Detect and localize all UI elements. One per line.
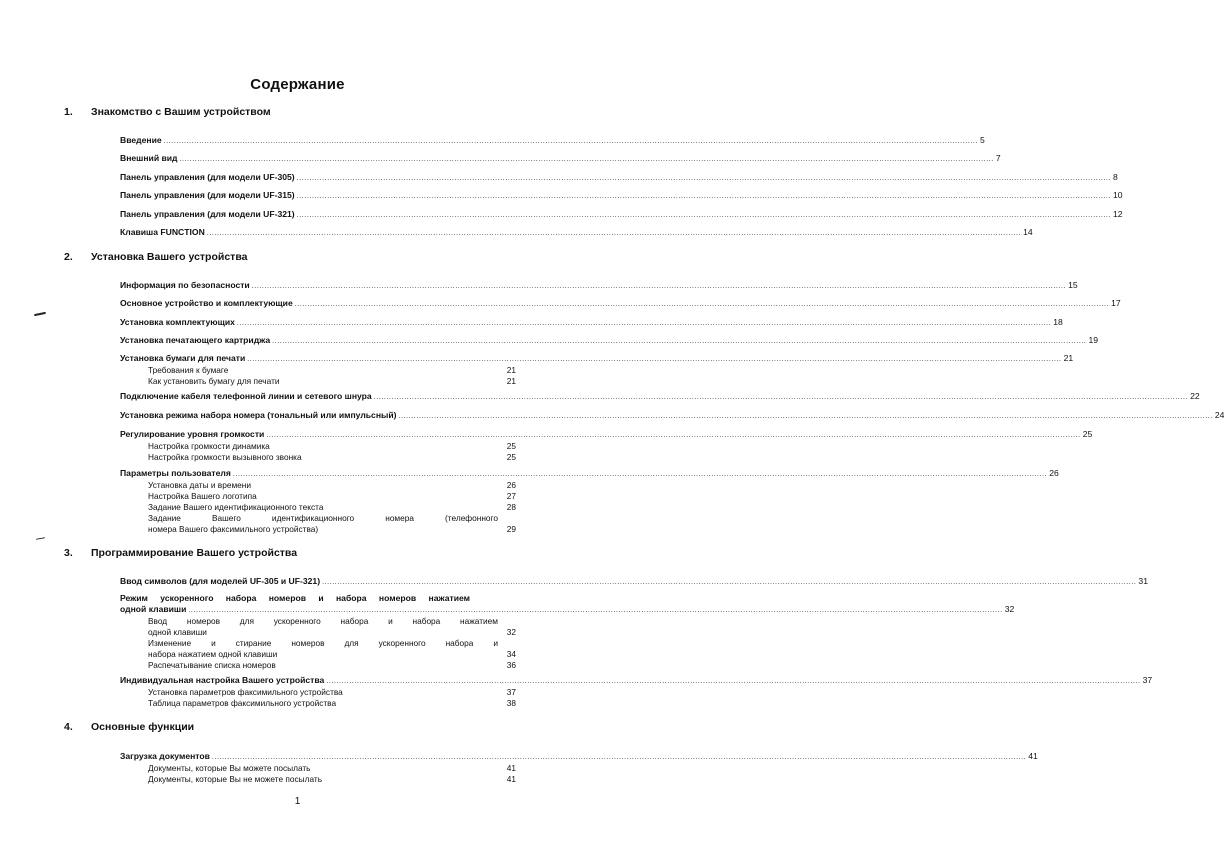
leader-dots: ................................................................................................................................................................................................................................................................................................................................ <box>211 754 1027 761</box>
scan-mark <box>34 312 46 316</box>
toc-subentry-page: 32 <box>506 627 516 637</box>
toc-subentry <box>148 376 516 386</box>
toc-entry-page: 14 <box>1023 227 1033 237</box>
toc-subentry-text: Задание Вашего идентификационного текста <box>148 502 324 512</box>
toc-subentry-page: 36 <box>506 660 516 670</box>
toc-entry-page: 12 <box>1113 209 1123 219</box>
toc-subentry-page: 34 <box>506 649 516 659</box>
toc-entry <box>120 468 1059 479</box>
leader-dots: ................................................................................................................................................................................................................................................................................................................................ <box>163 138 978 145</box>
leader-dots: ................................................................................................................................................................................................................................................................................................................................ <box>232 471 1048 478</box>
toc-subentry <box>148 774 516 784</box>
toc-entry-text: Клавиша FUNCTION <box>120 227 205 237</box>
toc-subentry-text: одной клавиши <box>148 627 207 637</box>
toc-subentry-page: 25 <box>506 441 516 451</box>
toc-entry <box>120 298 1121 309</box>
toc-entry-text: Информация по безопасности <box>120 280 250 290</box>
toc-entry-page: 17 <box>1111 298 1121 308</box>
toc-subentry-page: 26 <box>506 480 516 490</box>
toc-subentry-page: 21 <box>506 376 516 386</box>
toc-subentry-page: 27 <box>506 491 516 501</box>
toc-entry-page: 18 <box>1053 317 1063 327</box>
toc-entry-text: Параметры пользователя <box>120 468 231 478</box>
toc-subentry-text: Установка параметров факсимильного устройства <box>148 687 343 697</box>
toc-entry-text: Подключение кабеля телефонной линии и сетевого шнура <box>120 391 372 401</box>
leader-dots: ................................................................................................................................................................................................................................................................................................................................ <box>251 283 1067 290</box>
toc-entry <box>120 153 1001 164</box>
leader-dots: ................................................................................................................................................................................................................................................................................................................................ <box>296 212 1112 219</box>
toc-subentry-text: Требования к бумаге <box>148 365 229 375</box>
section-heading-3 <box>0 547 595 563</box>
toc-entry-text: Основное устройство и комплектующие <box>120 298 293 308</box>
toc-entry-text: Индивидуальная настройка Вашего устройства <box>120 675 325 685</box>
section-heading-1 <box>0 106 595 122</box>
toc-subentry <box>148 480 516 490</box>
toc-entry-text: Введение <box>120 135 162 145</box>
toc-entry-page: 25 <box>1082 429 1093 439</box>
section-title: Знакомство с Вашим устройством <box>91 106 271 118</box>
toc-entry <box>120 410 1224 421</box>
toc-entry-page: 5 <box>980 135 985 145</box>
toc-entry <box>120 751 1038 762</box>
toc-entry-text: Установка бумаги для печати <box>120 353 246 363</box>
toc-subentry <box>148 616 516 626</box>
leader-dots: ................................................................................................................................................................................................................................................................................................................................ <box>373 394 1189 401</box>
toc-subentry <box>148 524 516 534</box>
toc-entry <box>120 209 1123 220</box>
toc-entry <box>120 172 1118 183</box>
leader-dots: ................................................................................................................................................................................................................................................................................................................................ <box>294 301 1110 308</box>
section-number: 1. <box>64 106 73 118</box>
toc-entry-text: Установка комплектующих <box>120 317 235 327</box>
section-title: Программирование Вашего устройства <box>91 547 298 559</box>
toc-subentry-page: 25 <box>506 452 516 462</box>
leader-dots: ................................................................................................................................................................................................................................................................................................................................ <box>322 579 1137 586</box>
toc-subentry-text: Распечатывание списка номеров <box>148 660 276 670</box>
toc-subentry-text: Настройка громкости динамика <box>148 441 270 451</box>
toc-subentry <box>148 441 516 451</box>
toc-subentry-text: Задание Вашего идентификационного номера (телефонного <box>148 513 498 523</box>
toc-subentry-text: Таблица параметров факсимильного устройства <box>148 698 337 708</box>
toc-entry <box>120 317 1063 328</box>
toc-entry-text: Панель управления (для модели UF-305) <box>120 172 295 182</box>
leader-dots: ................................................................................................................................................................................................................................................................................................................................ <box>326 678 1141 685</box>
toc-subentry-text: номера Вашего факсимильного устройства) <box>148 524 319 534</box>
section-heading-4 <box>0 721 595 737</box>
leader-dots: ................................................................................................................................................................................................................................................................................................................................ <box>188 607 1003 614</box>
toc-entry-wrapped: Режим ускоренного набора номеров и набора номеров нажатием <box>120 593 470 603</box>
toc-entry-page: 22 <box>1190 391 1200 401</box>
toc-subentry-page: 21 <box>506 365 516 375</box>
toc-subentry <box>148 763 516 773</box>
leader-dots: ................................................................................................................................................................................................................................................................................................................................ <box>296 175 1112 182</box>
toc-subentry <box>148 638 516 648</box>
leader-dots: ................................................................................................................................................................................................................................................................................................................................ <box>272 338 1087 345</box>
toc-entry-text: Установка режима набора номера (тональный или импульсный) <box>120 410 397 420</box>
toc-entry <box>120 429 1093 440</box>
toc-subentry-page: 38 <box>506 698 516 708</box>
leader-dots: ................................................................................................................................................................................................................................................................................................................................ <box>247 356 1062 363</box>
section-number: 4. <box>64 721 73 733</box>
toc-subentry-text: Как установить бумагу для печати <box>148 376 280 386</box>
toc-subentry <box>148 698 516 708</box>
toc-entry <box>120 190 1123 201</box>
section-title: Установка Вашего устройства <box>91 251 248 263</box>
leader-dots: ................................................................................................................................................................................................................................................................................................................................ <box>266 432 1081 439</box>
toc-entry-page: 21 <box>1063 353 1074 363</box>
toc-entry-page: 31 <box>1138 576 1148 586</box>
scan-mark <box>36 537 45 540</box>
toc-entry-page: 15 <box>1068 280 1078 290</box>
section-heading-2 <box>0 251 595 267</box>
toc-entry <box>120 335 1099 346</box>
toc-entry-page: 37 <box>1142 675 1153 685</box>
toc-subentry-text: Ввод номеров для ускоренного набора и набора нажатием <box>148 616 498 626</box>
toc-entry-text: Панель управления (для модели UF-315) <box>120 190 295 200</box>
toc-entry <box>120 280 1078 291</box>
toc-subentry-text: набора нажатием одной клавиши <box>148 649 278 659</box>
toc-subentry-page: 28 <box>506 502 516 512</box>
leader-dots: ................................................................................................................................................................................................................................................................................................................................ <box>236 320 1052 327</box>
toc-subentry-page: 41 <box>506 763 516 773</box>
toc-entry <box>120 227 1033 238</box>
section-title: Основные функции <box>91 721 195 733</box>
toc-subentry <box>148 502 516 512</box>
toc-subentry-text: Настройка Вашего логотипа <box>148 491 257 501</box>
toc-entry-page: 8 <box>1113 172 1118 182</box>
toc-subentry <box>148 627 516 637</box>
toc-entry-text: Регулирование уровня громкости <box>120 429 265 439</box>
toc-subentry-page: 29 <box>506 524 516 534</box>
toc-subentry <box>148 660 516 670</box>
toc-entry-page: 41 <box>1028 751 1038 761</box>
toc-entry-text: одной клавиши <box>120 604 187 614</box>
toc-entry-page: 32 <box>1004 604 1015 614</box>
leader-dots: ................................................................................................................................................................................................................................................................................................................................ <box>206 230 1022 237</box>
toc-entry-page: 26 <box>1049 468 1059 478</box>
section-number: 3. <box>64 547 73 559</box>
toc-subentry-text: Изменение и стирание номеров для ускоренного набора и <box>148 638 498 648</box>
toc-entry-page: 19 <box>1088 335 1099 345</box>
toc-entry <box>120 576 1148 587</box>
section-number: 2. <box>64 251 73 263</box>
toc-subentry <box>148 513 516 523</box>
toc-subentry <box>148 687 516 697</box>
toc-entry <box>120 675 1153 686</box>
page-number: 1 <box>294 796 301 807</box>
page-title: Содержание <box>250 76 345 93</box>
toc-subentry-text: Настройка громкости вызывного звонка <box>148 452 302 462</box>
toc-entry-text: Панель управления (для модели UF-321) <box>120 209 295 219</box>
toc-subentry <box>148 365 516 375</box>
toc-subentry-text: Документы, которые Вы не можете посылать <box>148 774 323 784</box>
toc-subentry-text: Установка даты и времени <box>148 480 251 490</box>
leader-dots: ................................................................................................................................................................................................................................................................................................................................ <box>398 413 1213 420</box>
toc-entry-text: Ввод символов (для моделей UF-305 и UF-321) <box>120 576 321 586</box>
toc-entry <box>120 604 1015 615</box>
toc-subentry <box>148 649 516 659</box>
toc-entry-page: 10 <box>1113 190 1123 200</box>
toc-entry-text: Установка печатающего картриджа <box>120 335 271 345</box>
toc-subentry <box>148 452 516 462</box>
toc-entry-text: Внешний вид <box>120 153 178 163</box>
toc-subentry <box>148 491 516 501</box>
leader-dots: ................................................................................................................................................................................................................................................................................................................................ <box>296 193 1112 200</box>
leader-dots: ................................................................................................................................................................................................................................................................................................................................ <box>179 156 994 163</box>
toc-subentry-page: 41 <box>506 774 516 784</box>
toc-entry-page: 7 <box>995 153 1001 163</box>
toc-entry <box>120 353 1074 364</box>
toc-subentry-text: Документы, которые Вы можете посылать <box>148 763 311 773</box>
toc-subentry-page: 37 <box>506 687 516 697</box>
toc-entry-page: 24 <box>1214 410 1224 420</box>
toc-entry <box>120 135 985 146</box>
toc-entry-text: Загрузка документов <box>120 751 210 761</box>
toc-entry <box>120 391 1200 402</box>
